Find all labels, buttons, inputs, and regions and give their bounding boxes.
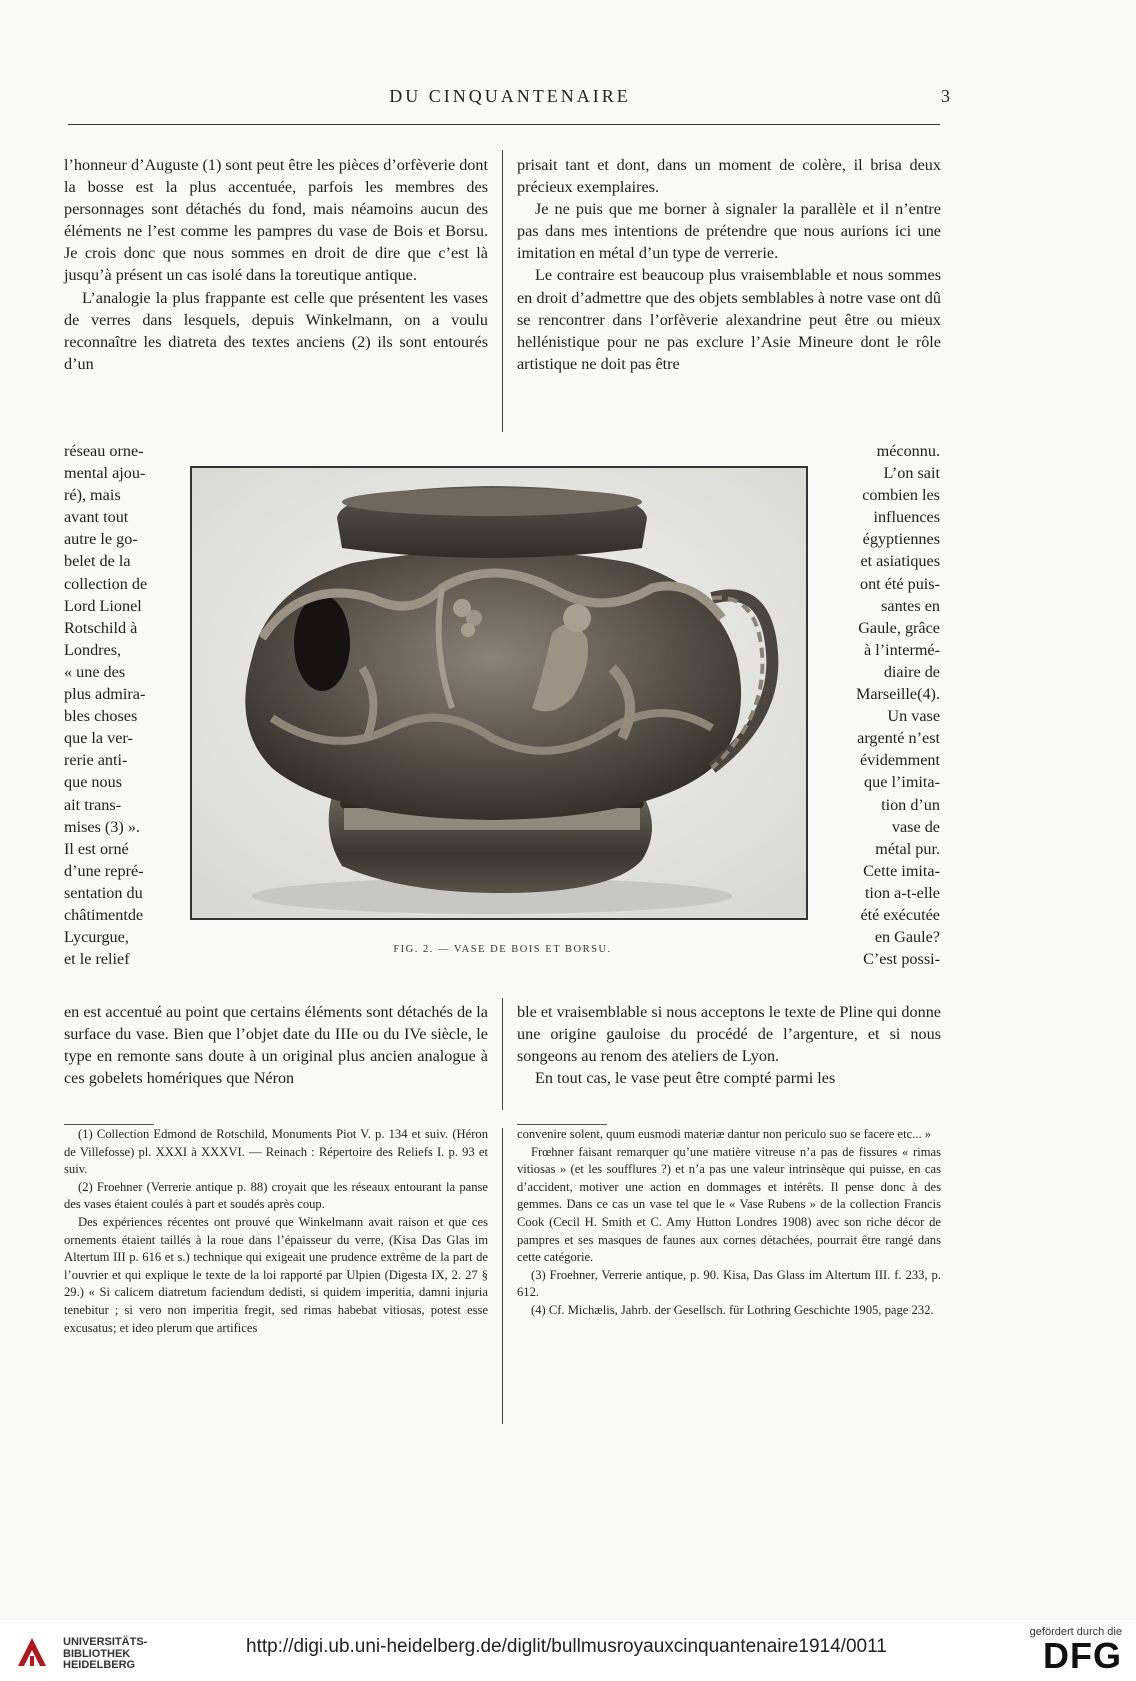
text-line: ait trans- <box>64 795 122 814</box>
text-line: C’est possi- <box>863 950 940 969</box>
text-line: que la ver- <box>64 729 133 748</box>
text-line: que l’imita- <box>864 773 940 792</box>
paragraph: L’analogie la plus frappante est celle que présentent les vases de verres dans lesquels, depuis Winkelmann, on a voulu reconnaître les diatreta des textes anciens (2) ils sont entourés d’un <box>64 288 488 373</box>
text-line: influences <box>873 508 940 527</box>
column-separator <box>502 1128 503 1424</box>
text-line: châtimentde <box>64 905 144 924</box>
text-line: combien les <box>862 486 940 505</box>
footnote: Frœhner faisant remarquer qu’une matière vitreuse n’a pas de fissures « rimas vitiosas » (et les soufflures ?) et n’a pas une valeur intrinsèque qui puisse, en cas d’accident, motiver une action en dommages et intérêts. Il pense donc à des gemmes. Dans ce cas un vase tel que le « Vase Rubens » de la collection Francis Cook (Cecil H. Smith et C. Amy Hutton Londres 1908) avec son riche décor de pampres et ses masques de faunes aux cornes détachées, pourrait être rangé dans cette catégorie. <box>517 1144 941 1265</box>
footnote: (2) Froehner (Verrerie antique p. 88) croyait que les réseaux entourant la panse des vases étaient coulés à part et soudés après coup. <box>64 1179 488 1212</box>
column-right-bottom <box>517 1001 941 1089</box>
text-line: Gaule, grâce <box>858 618 940 637</box>
vase-illustration <box>192 468 806 918</box>
paragraph: En tout cas, le vase peut être compté parmi les <box>535 1069 836 1088</box>
library-name-line: HEIDELBERG <box>63 1659 136 1671</box>
figure <box>190 466 810 955</box>
running-title: DU CINQUANTENAIRE <box>389 86 631 106</box>
footnote-rule <box>517 1124 607 1125</box>
text-line: rerie anti- <box>64 751 128 770</box>
column-right-top <box>517 154 941 375</box>
footnote: (1) Collection Edmond de Rotschild, Monuments Piot V. p. 134 et suiv. (Héron de Villefosse) pl. XXXI à XXXVI. — Reinach : Répertoire des Reliefs I. p. 93 et suiv. <box>64 1127 488 1177</box>
text-line: tion d’un <box>881 795 940 814</box>
dfg-logo: DFG <box>1043 1635 1122 1676</box>
digitization-footer <box>0 1620 1136 1681</box>
paragraph: en est accentué au point que certains éléments sont détachés de la surface du vase. Bien que l’objet date du IIIe ou du IVe siècle, le type en remonte sans doute à un original plus ancien analogue à ces gobelets homériques que Néron <box>64 1003 488 1088</box>
text-line: Londres, <box>64 640 122 659</box>
page-number: 3 <box>941 86 950 106</box>
vase-photograph <box>190 466 808 920</box>
text-line: Il est orné <box>64 839 129 858</box>
text-line: Lord Lionel <box>64 596 142 615</box>
paragraph: ble et vraisemblable si nous acceptons le texte de Pline qui donne une origine gauloise du procédé de l’argenture, et si nous songeons au renom des ateliers de Lyon. <box>517 1003 941 1066</box>
text-line: métal pur. <box>875 839 940 858</box>
column-left-bottom <box>64 1001 488 1089</box>
text-line: et asiatiques <box>860 552 940 571</box>
text-line: évidemment <box>859 751 940 770</box>
text-line: Cette imita- <box>863 861 940 880</box>
paragraph: prisait tant et dont, dans un moment de colère, il brisa deux précieux exemplaires. <box>517 156 941 197</box>
footnote-rule <box>64 1124 154 1125</box>
text-line: « une des <box>64 662 126 681</box>
text-line: L’on sait <box>883 464 940 483</box>
footnotes-right <box>517 1126 941 1320</box>
column-separator <box>502 998 503 1110</box>
text-line: que nous <box>64 773 122 792</box>
text-line: en Gaule? <box>874 928 940 947</box>
source-url-link[interactable]: http://digi.ub.uni-heidelberg.de/diglit/bullmusroyauxcinquantenaire1914/0011 <box>246 1636 887 1657</box>
text-line: été exécutée <box>860 905 940 924</box>
left-narrow-column <box>64 440 166 970</box>
text-line: Marseille(4). <box>855 685 940 704</box>
text-line: Lycurgue, <box>64 928 129 947</box>
funder-block <box>1030 1626 1122 1674</box>
text-line: autre le go- <box>64 530 138 549</box>
text-line: d’une repré- <box>64 861 144 880</box>
column-separator <box>502 150 503 432</box>
text-line: bles choses <box>64 707 138 726</box>
paragraph: l’honneur d’Auguste (1) sont peut être les pièces d’orfèverie dont la bosse est la plus accentuée, parfois les membres des personnages sont détachés du fond, mais néamoins aucun des éléments ne l’est comme les pampres du vase de Bois et Borsu. Je crois donc que nous sommes en droit de dire que c’est là jusqu’à présent un cas isolé dans la toreutique antique. <box>64 156 488 285</box>
text-line: mental ajou- <box>64 464 146 483</box>
running-header <box>70 86 950 110</box>
text-line: méconnu. <box>876 442 940 460</box>
text-line: collection de <box>64 574 148 593</box>
text-line: santes en <box>881 596 940 615</box>
text-line: plus admira- <box>64 685 146 704</box>
text-line: mises (3) ». <box>64 817 140 836</box>
text-line: égyptiennes <box>862 530 940 549</box>
funder-note: gefördert durch die <box>1029 1626 1122 1638</box>
text-line: belet de la <box>64 552 131 571</box>
footnote: (3) Froehner, Verrerie antique, p. 90. Kisa, Das Glass im Altertum III. f. 233, p. 612. <box>517 1267 941 1300</box>
column-left-top <box>64 154 488 375</box>
text-line: diaire de <box>883 662 940 681</box>
text-line: ré), mais <box>64 486 121 505</box>
text-line: Rotschild à <box>64 618 138 637</box>
text-line: et le relief <box>64 950 130 969</box>
text-line: avant tout <box>64 508 129 527</box>
paragraph: Le contraire est beaucoup plus vraisemblable et nous sommes en droit d’admettre que des objets semblables à notre vase ont dû se rencontrer dans l’orfèverie alexandrine peut être ou mieux hellénistique pour ne pas exclure l’Asie Mineure dont le rôle artistique ne doit pas être <box>517 266 941 373</box>
footnote: (4) Cf. Michælis, Jahrb. der Gesellsch. für Lothring Geschichte 1905, page 232. <box>531 1302 934 1317</box>
footnotes-left <box>64 1126 488 1337</box>
footnote: Des expériences récentes ont prouvé que Winkelmann avait raison et que ces ornements étaient taillés à la roue dans l’épaisseur du verre, (Kisa Das Glas im Altertum III p. 616 et s.) technique qui exigeait une prudence extrême de la part de l’ouvrier et qui explique le texte de la loi rapporté par Ulpien (Digesta IX, 2. 27 § 29.) « Si calicem diatretum faciendum dedisti, si quidem imperitia, damni injuria tenebitur ; si vero non imperitia fregit, sed rimas habebat vitiosas, potest esse excusatus; et ideo plerum que artifices <box>64 1214 488 1335</box>
paragraph: Je ne puis que me borner à signaler la parallèle et il n’entre pas dans mes intentions de prétendre que nous aurions ici une imitation en métal d’un type de verrerie. <box>517 200 941 263</box>
text-line: argenté n’est <box>857 729 940 748</box>
right-narrow-column <box>828 440 940 970</box>
footnote: convenire solent, quum eusmodi materiæ dantur non periculo suo se facere etc... » <box>517 1127 932 1141</box>
library-logo-icon <box>14 1634 50 1670</box>
text-line: tion a-t-elle <box>864 883 940 902</box>
text-line: sentation du <box>64 883 143 902</box>
library-name-line: BIBLIOTHEK <box>63 1647 131 1660</box>
library-name-line: UNIVERSITÄTS- <box>63 1636 148 1648</box>
text-line: réseau orne- <box>64 442 144 460</box>
figure-caption: FIG. 2. — VASE DE BOIS ET BORSU. <box>393 944 612 955</box>
text-line: Un vase <box>887 707 940 726</box>
library-name <box>63 1637 147 1672</box>
header-rule <box>68 124 940 125</box>
text-line: vase de <box>891 817 940 836</box>
text-line: ont été puis- <box>859 574 940 593</box>
text-line: à l’intermé- <box>864 640 940 659</box>
